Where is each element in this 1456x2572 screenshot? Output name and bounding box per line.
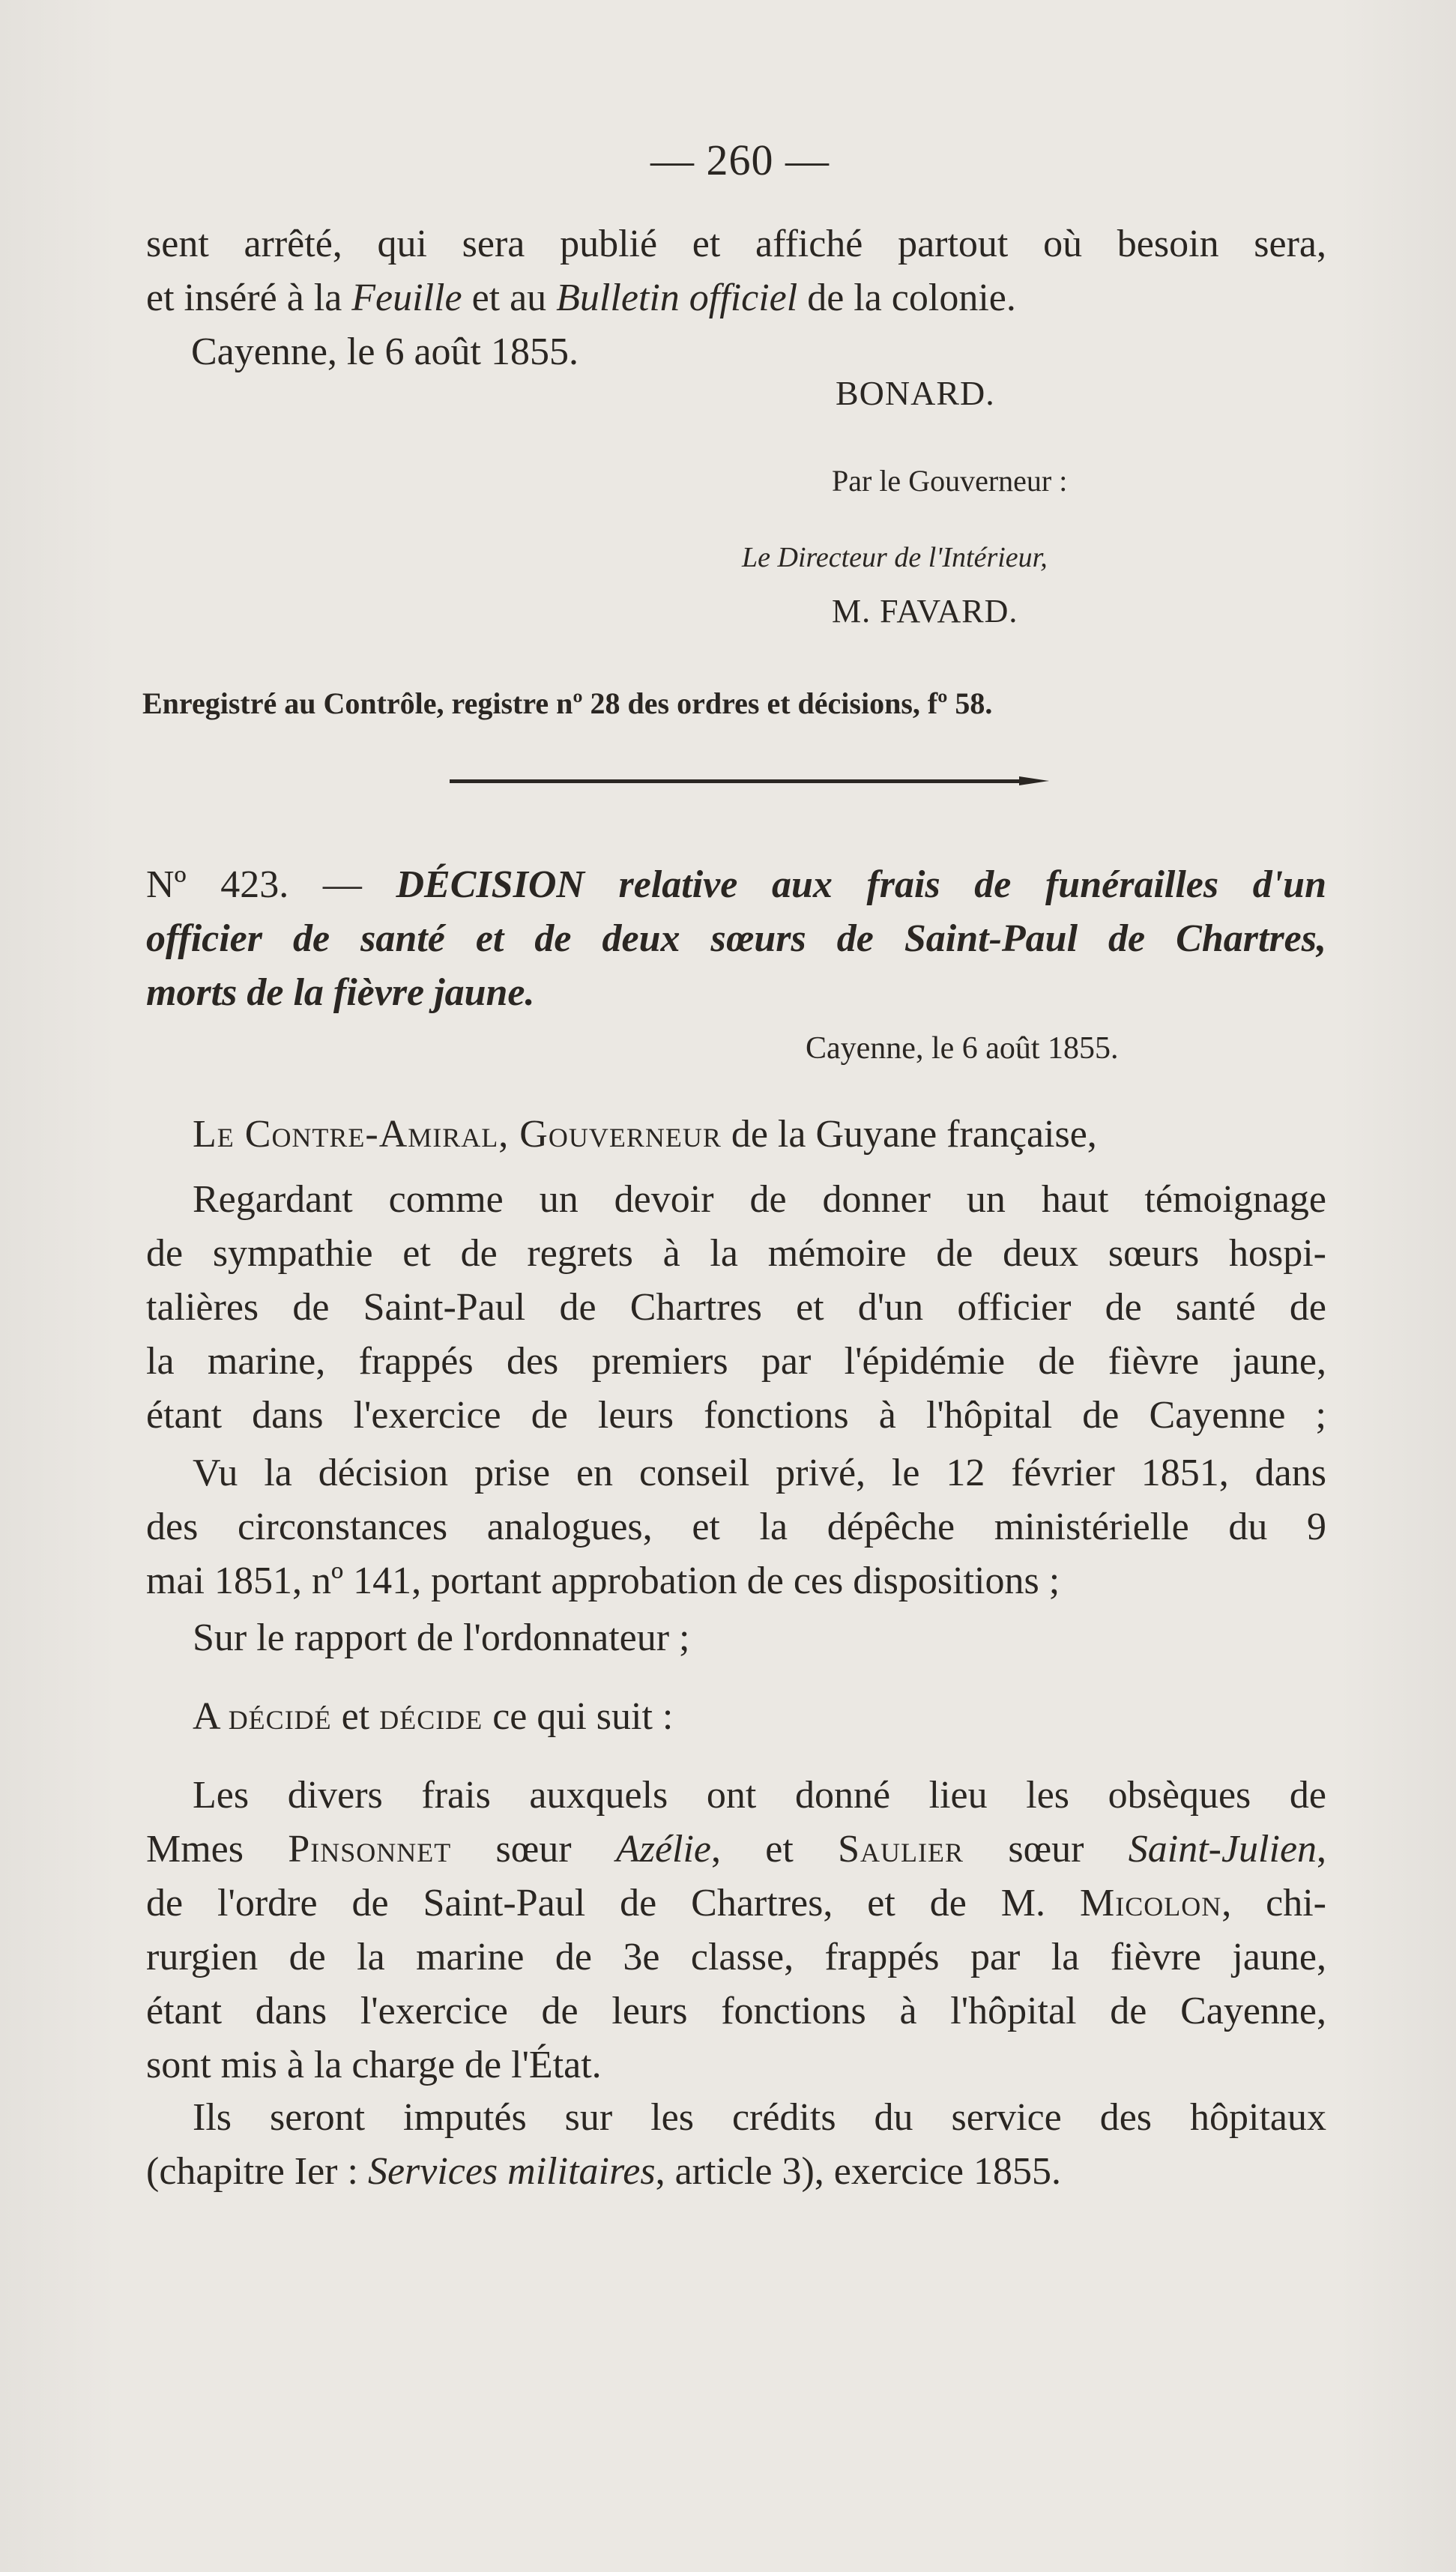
page-number: — 260 — xyxy=(650,136,830,184)
decision-title-line-1: Nº 423. — DÉCISION relative aux frais de funérailles d'un xyxy=(146,863,1326,906)
section-divider xyxy=(450,779,1034,783)
paragraph-imputes: Ils seront imputés sur les crédits du service des hôpitaux (chapitre Ier : Services militaires, article 3), exercice 1855. xyxy=(146,2096,1326,2193)
decision-heading xyxy=(146,858,1326,1020)
decision-title-line-2: officier de santé et de deux sœurs de Saint-Paul de Chartres, xyxy=(146,917,1326,960)
intro-line-1: sent arrêté, qui sera publié et affiché partout où besoin sera, xyxy=(146,223,1326,265)
par-le-gouverneur: Par le Gouverneur : xyxy=(832,464,1068,498)
intro-line-2: et inséré à la Feuille et au Bulletin officiel de la colonie. xyxy=(146,277,1016,319)
paragraph-vu: Vu la décision prise en conseil privé, le 12 février 1851, dans des circonstances analogues, et la dépêche ministérielle du 9 mai 1851, nº 141, portant approbation de ces dispositions ; xyxy=(146,1452,1326,1602)
director-title: Le Directeur de l'Intérieur, xyxy=(742,542,1048,573)
intro-paragraph xyxy=(146,217,1326,325)
paragraph-regardant: Regardant comme un devoir de donner un haut témoignage de sympathie et de regrets à la mémoire de deux sœurs hospi- talières de Saint-Paul de Chartres et d'un officier de santé de la marine, frappés des premiers par l'épidémie de fièvre jaune, étant dans l'exercice de leurs fonctions à l'hôpital de Cayenne ; xyxy=(146,1178,1326,1437)
decides-line: A décidé et décide ce qui suit : xyxy=(193,1695,674,1738)
registration-note: Enregistré au Contrôle, registre nº 28 des ordres et décisions, fº 58. xyxy=(142,686,993,720)
decision-place-date: Cayenne, le 6 août 1855. xyxy=(806,1031,1119,1066)
paragraph-rapport: Sur le rapport de l'ordonnateur ; xyxy=(193,1616,690,1659)
paragraph-frais: Les divers frais auxquels ont donné lieu les obsèques de Mmes Pinsonnet sœur Azélie, et Saulier sœur Saint-Julien, de l'ordre de Saint-Paul de Chartres, et de M. Micolon, chi- rurgien de la marine de 3e classe, frappés par la fièvre jaune, étant dans l'exercice de leurs fonctions à l'hôpital de Cayenne, sont mis à la charge de l'État. xyxy=(146,1774,1327,2086)
director-name: M. FAVARD. xyxy=(832,593,1018,630)
governor-name: BONARD. xyxy=(836,374,995,412)
authority-line: Le Contre-Amiral, Gouverneur de la Guyane française, xyxy=(193,1113,1097,1156)
intro-place-date: Cayenne, le 6 août 1855. xyxy=(191,330,579,373)
decision-number: Nº 423. — xyxy=(146,863,362,906)
section-divider-tip xyxy=(1019,776,1049,785)
decision-title-line-3: morts de la fièvre jaune. xyxy=(146,971,535,1014)
